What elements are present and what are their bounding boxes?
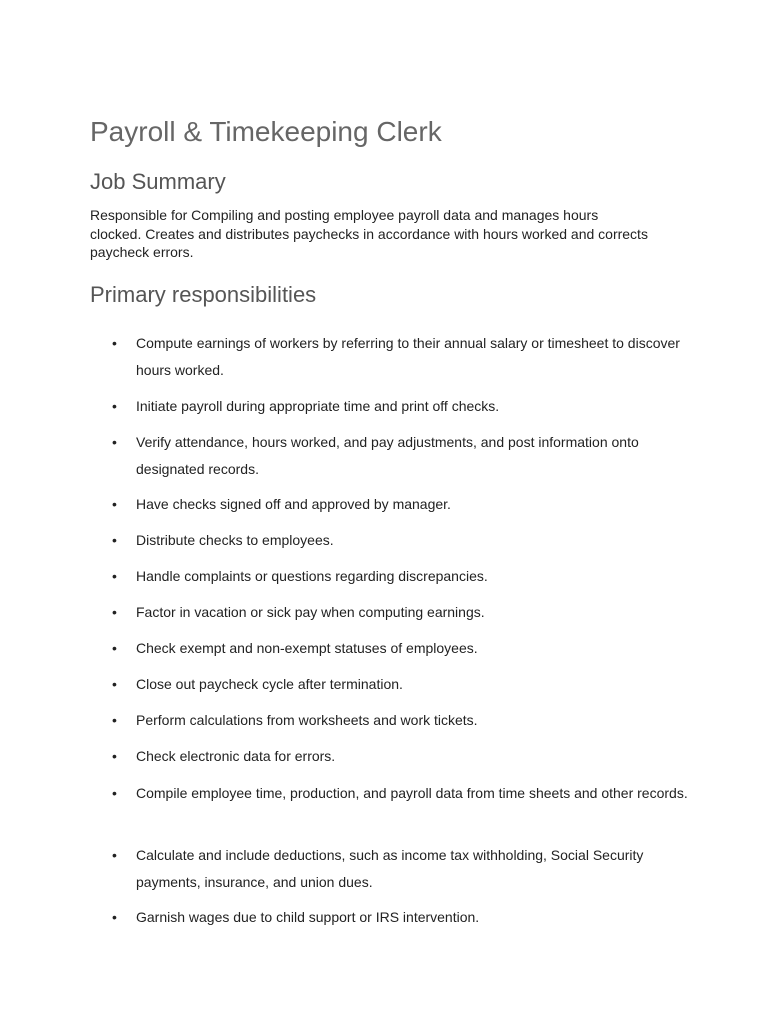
list-item-text: Check exempt and non-exempt statuses of employees. (136, 640, 478, 656)
responsibilities-heading: Primary responsibilities (90, 282, 317, 307)
bullet-icon: • (112, 640, 117, 656)
bullet-icon: • (112, 847, 117, 863)
list-item-text: Calculate and include deductions, such as income tax withholding, Social Security payments, insurance, and union dues. (136, 847, 644, 890)
list-item (112, 393, 696, 420)
list-item (112, 904, 696, 931)
list-item-text: Distribute checks to employees. (136, 532, 334, 548)
bullet-icon: • (112, 909, 117, 925)
list-item (112, 842, 696, 896)
bullet-icon: • (112, 398, 117, 414)
job-summary-heading: Job Summary (90, 169, 226, 194)
job-summary-text: Responsible for Compiling and posting employee payroll data and manages hours clocked. Creates and distributes paychecks in accordance with hours worked and corrects paycheck errors. (90, 207, 648, 260)
list-item-text: Perform calculations from worksheets and work tickets. (136, 712, 478, 728)
bullet-icon: • (112, 532, 117, 548)
list-item (112, 743, 696, 770)
list-item-text: Compile employee time, production, and payroll data from time sheets and other records. (136, 785, 688, 801)
list-item-text: Verify attendance, hours worked, and pay adjustments, and post information onto designated records. (136, 434, 639, 477)
list-item (112, 599, 696, 626)
list-item (112, 527, 696, 554)
list-item-text: Close out paycheck cycle after termination. (136, 676, 403, 692)
bullet-icon: • (112, 496, 117, 512)
list-item (112, 330, 696, 384)
bullet-icon: • (112, 434, 117, 450)
list-item (112, 429, 696, 483)
bullet-icon: • (112, 676, 117, 692)
list-item-text: Garnish wages due to child support or IRS intervention. (136, 909, 480, 925)
list-item-text: Initiate payroll during appropriate time and print off checks. (136, 398, 500, 414)
list-item (112, 780, 696, 807)
list-item (112, 707, 696, 734)
page-title: Payroll & Timekeeping Clerk (90, 116, 442, 147)
list-item (112, 563, 696, 590)
list-item-text: Have checks signed off and approved by manager. (136, 496, 451, 512)
bullet-icon: • (112, 604, 117, 620)
list-item (112, 671, 696, 698)
bullet-icon: • (112, 748, 117, 764)
list-item (112, 491, 696, 518)
list-item-text: Check electronic data for errors. (136, 748, 336, 764)
list-item-text: Handle complaints or questions regarding discrepancies. (136, 568, 488, 584)
bullet-icon: • (112, 568, 117, 584)
bullet-icon: • (112, 785, 117, 801)
bullet-icon: • (112, 712, 117, 728)
bullet-icon: • (112, 335, 117, 351)
list-item (112, 635, 696, 662)
list-item-text: Compute earnings of workers by referring to their annual salary or timesheet to discover hours worked. (136, 335, 680, 378)
list-item-text: Factor in vacation or sick pay when computing earnings. (136, 604, 485, 620)
